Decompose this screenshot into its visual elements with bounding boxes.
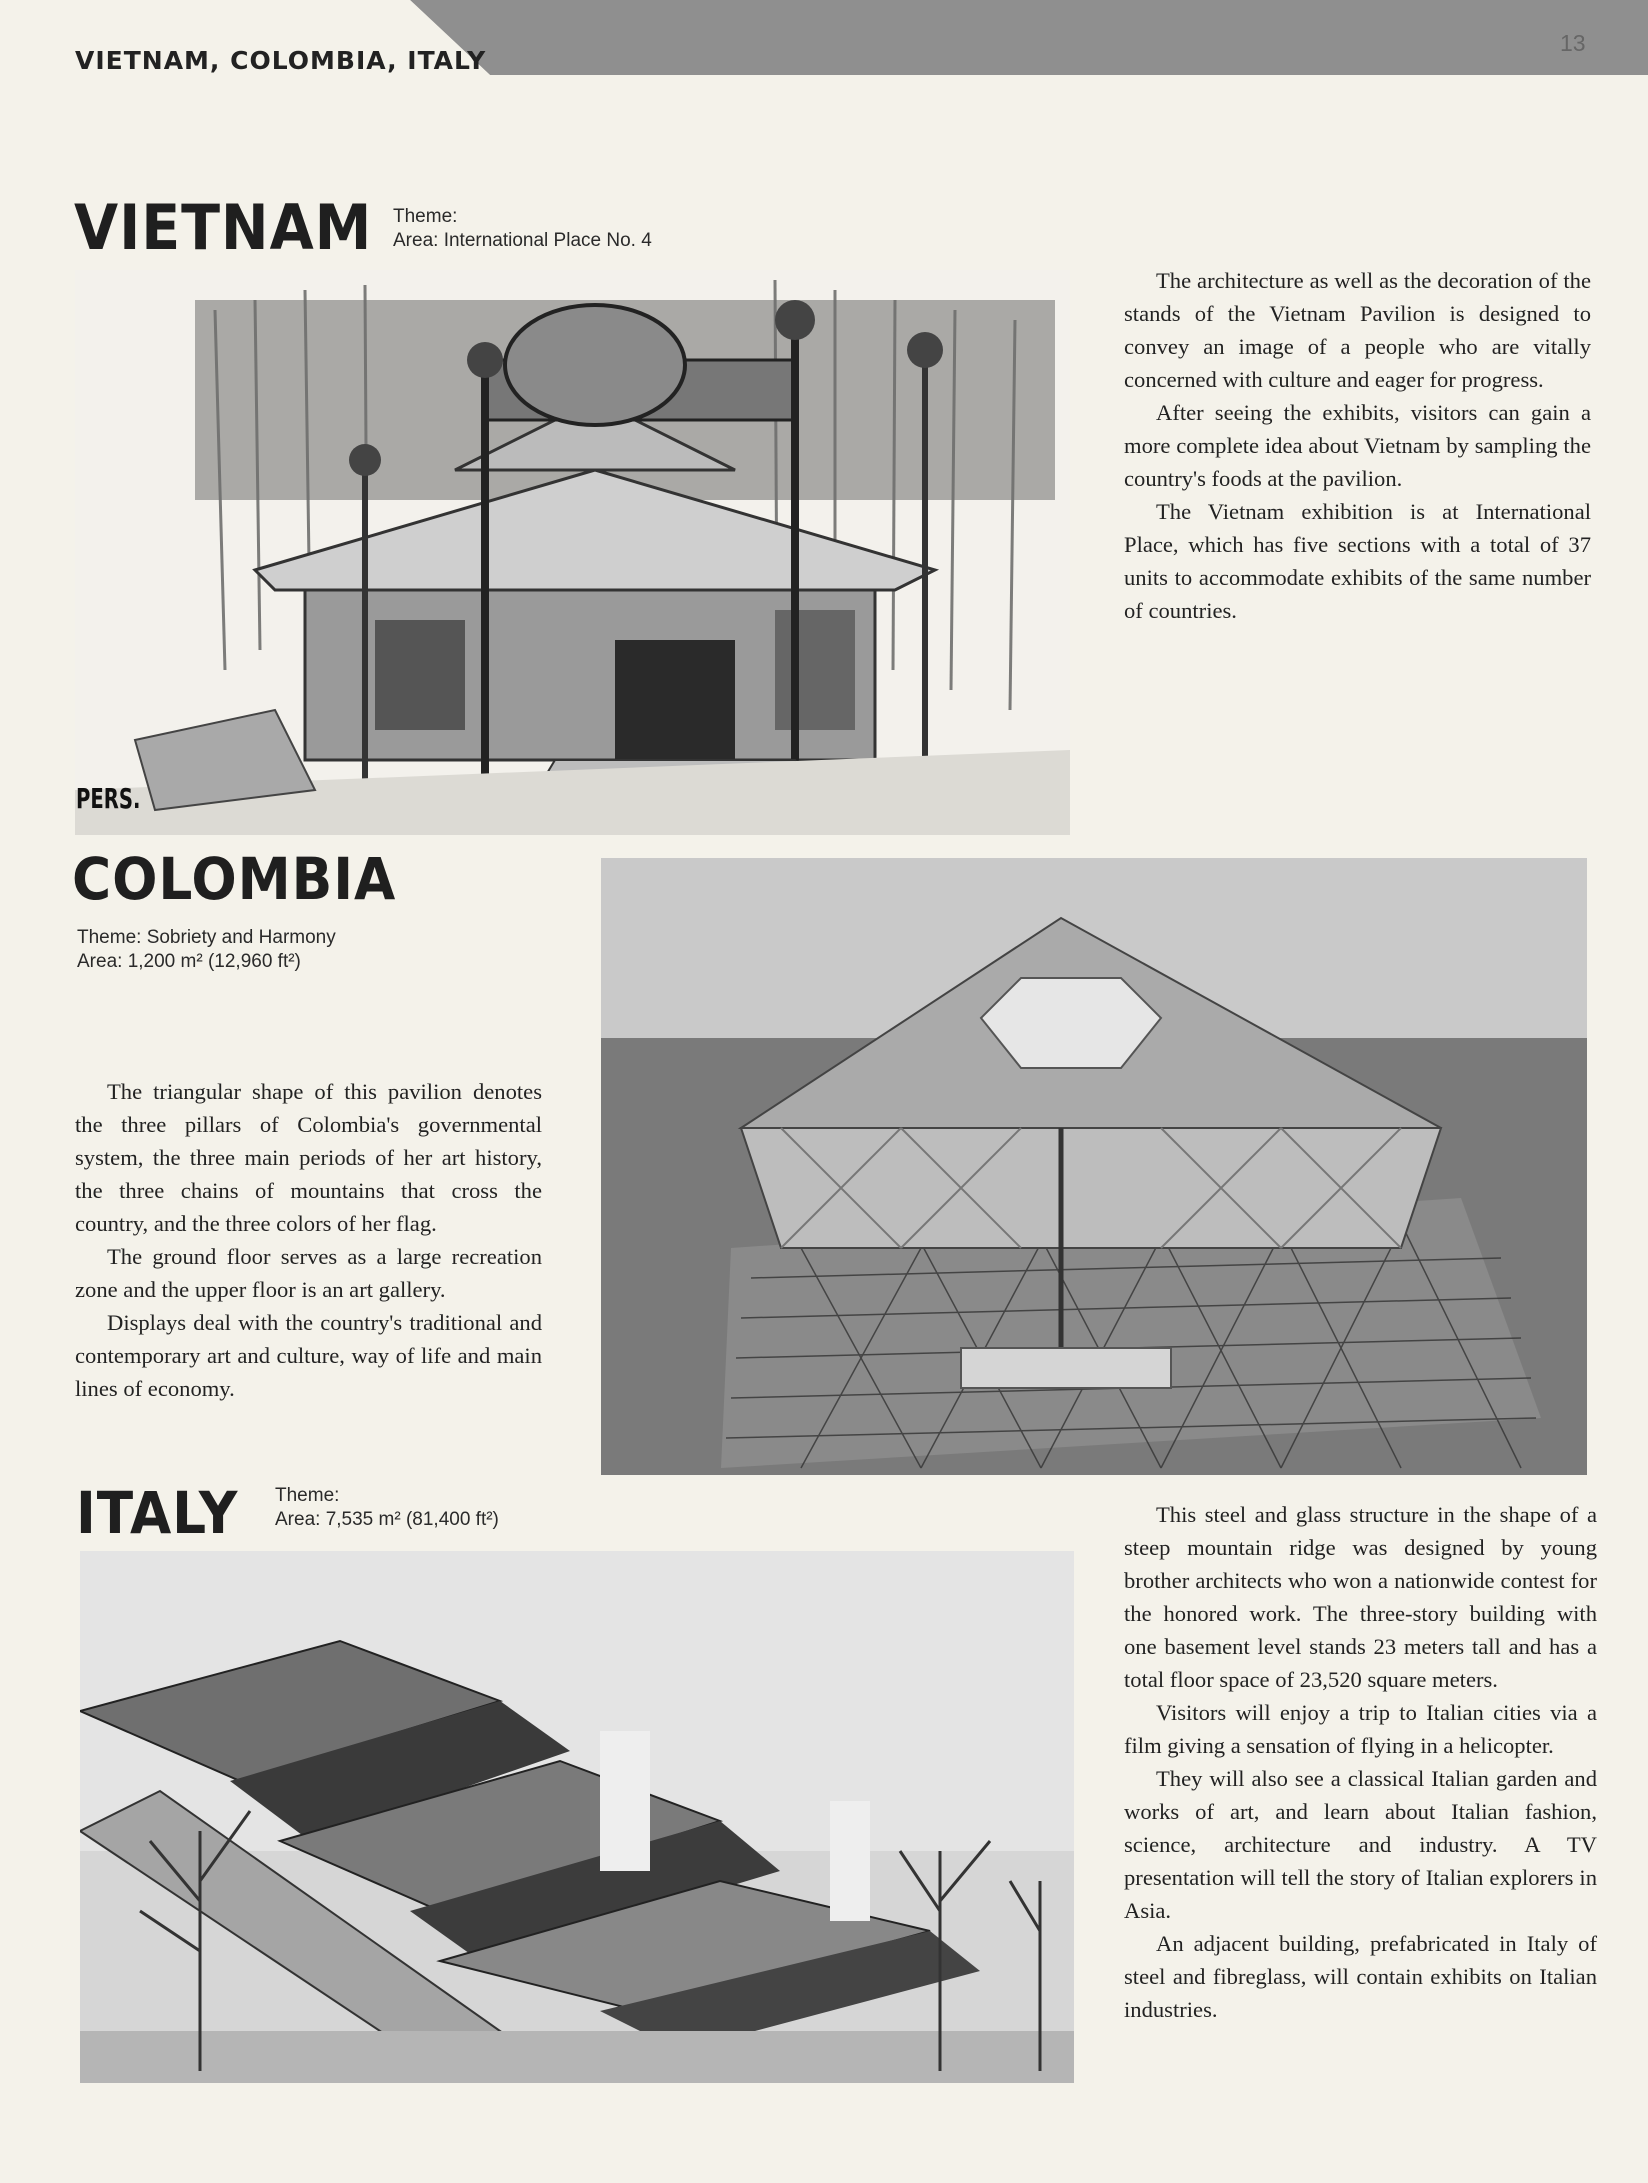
vietnam-area: Area: International Place No. 4 — [393, 230, 652, 251]
italy-area: Area: 7,535 m² (81,400 ft²) — [275, 1509, 499, 1530]
colombia-pavilion-model-photo — [601, 858, 1587, 1475]
vietnam-paragraph: The Vietnam exhibition is at International Place, which has five sections with a total of 37 units to accommodate exhibits of the same number of countries. — [1124, 499, 1591, 623]
vietnam-theme: Theme: — [393, 206, 458, 227]
colombia-area: Area: 1,200 m² (12,960 ft²) — [77, 951, 301, 972]
page-number: 13 — [1560, 30, 1586, 56]
section-header: VIETNAM, COLOMBIA, ITALY — [75, 46, 487, 75]
vietnam-text — [1124, 264, 1591, 627]
italy-title: ITALY — [76, 1479, 239, 1547]
italy-paragraph: An adjacent building, prefabricated in Italy of steel and fibreglass, will contain exhibits on Italian industries. — [1124, 1931, 1597, 2022]
colombia-title: COLOMBIA — [72, 845, 397, 913]
italy-pavilion-photo — [80, 1551, 1074, 2083]
colombia-text — [75, 1075, 542, 1405]
italy-paragraph: This steel and glass structure in the shape of a steep mountain ridge was designed by young brother architects who won a nationwide contest for the honored work. The three-story building with one basement level stands 23 meters tall and has a total floor space of 23,520 square meters. — [1124, 1502, 1597, 1692]
italy-meta — [275, 1484, 499, 1532]
italy-text — [1124, 1498, 1597, 2026]
colombia-meta — [77, 926, 336, 974]
vietnam-title: VIETNAM — [74, 191, 373, 264]
vietnam-meta — [393, 205, 652, 253]
vietnam-pavilion-sketch — [75, 270, 1070, 835]
sketch-caption: PERS. — [76, 782, 141, 815]
italy-theme: Theme: — [275, 1485, 340, 1506]
colombia-paragraph: The triangular shape of this pavilion denotes the three pillars of Colombia's governmental system, the three main periods of her art history, the three chains of mountains that cross the country, and the three colors of her flag. — [75, 1079, 542, 1236]
colombia-paragraph: The ground floor serves as a large recreation zone and the upper floor is an art gallery. — [75, 1244, 542, 1302]
vietnam-paragraph: After seeing the exhibits, visitors can gain a more complete idea about Vietnam by sampling the country's foods at the pavilion. — [1124, 400, 1591, 491]
italy-paragraph: They will also see a classical Italian garden and works of art, and learn about Italian fashion, science, architecture and industry. A TV presentation will tell the story of Italian explorers in Asia. — [1124, 1766, 1597, 1923]
vietnam-paragraph: The architecture as well as the decoration of the stands of the Vietnam Pavilion is designed to convey an image of a people who are vitally concerned with culture and eager for progress. — [1124, 268, 1591, 392]
colombia-paragraph: Displays deal with the country's traditional and contemporary art and culture, way of life and main lines of economy. — [75, 1310, 542, 1401]
colombia-theme: Theme: Sobriety and Harmony — [77, 927, 336, 948]
italy-paragraph: Visitors will enjoy a trip to Italian cities via a film giving a sensation of flying in a helicopter. — [1124, 1700, 1597, 1758]
